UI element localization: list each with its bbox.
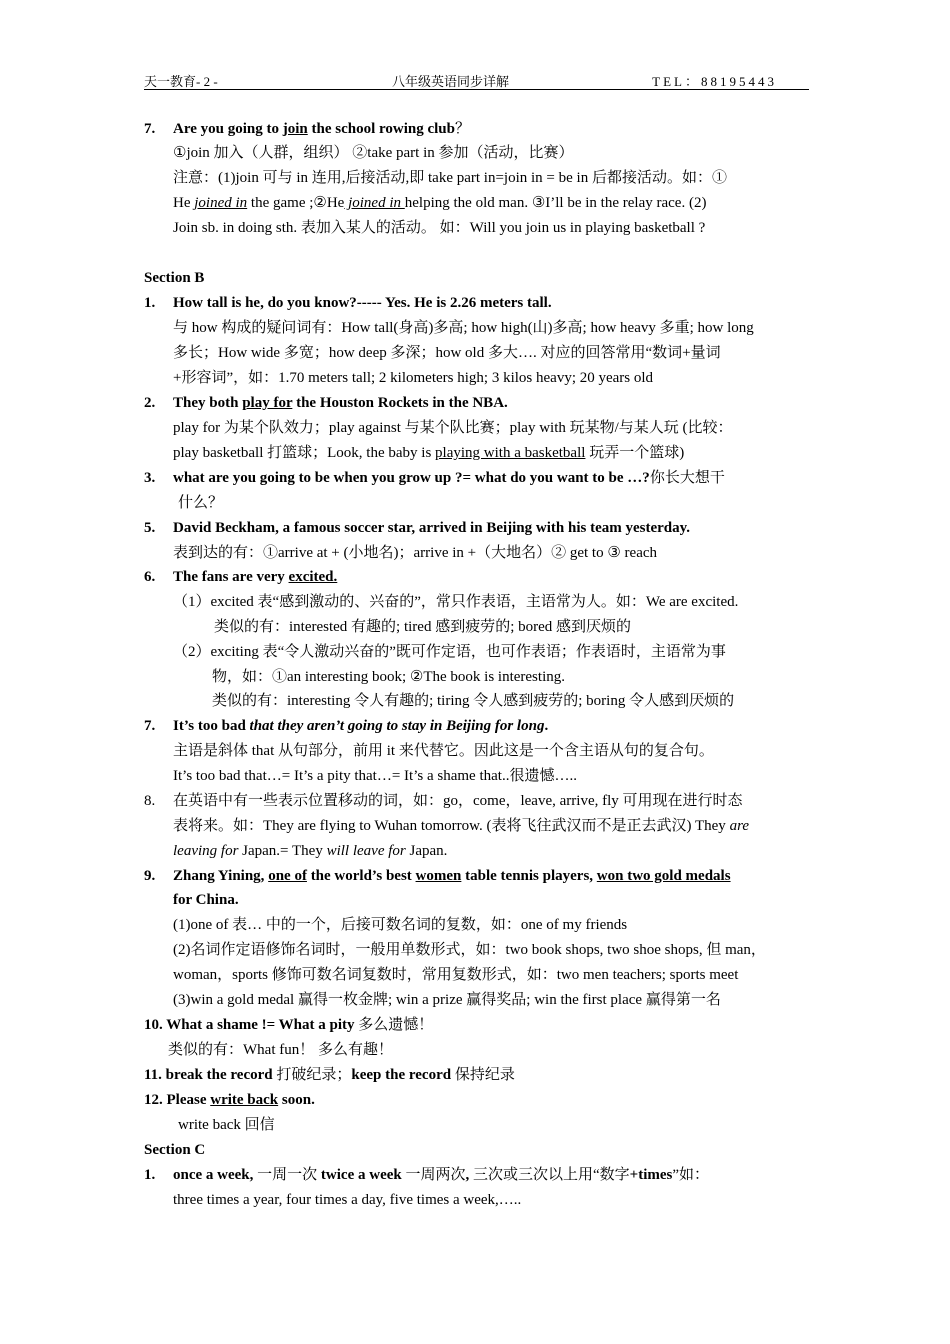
note-line: He joined in the game ;②He joined in helping the old man. ③I’ll be in the relay race. (2) [173, 195, 707, 211]
item-number: 2. [144, 395, 156, 411]
note-line: Join sb. in doing sth. 表加入某人的活动。 如：Will you join us in playing basketball ? [173, 220, 706, 236]
item-heading: It’s too bad that they aren’t going to stay in Beijing for long. [173, 718, 549, 734]
note-line: write back 回信 [178, 1117, 275, 1133]
item-heading: 11. break the record 打破纪录；keep the record 保持纪录 [144, 1067, 515, 1083]
item-heading: for China. [173, 892, 239, 908]
page-header [144, 71, 809, 90]
note-line: 注意：(1)join 可与 in 连用,后接活动,即 take part in=join in = be in 后都接活动。如：① [173, 170, 727, 186]
item-number: 7. [144, 121, 156, 137]
item-number: 9. [144, 868, 156, 884]
item-heading: Zhang Yining, one of the world’s best women table tennis players, won two gold medals [173, 868, 731, 884]
note-line: +形容词”，如：1.70 meters tall; 2 kilometers high; 3 kilos heavy; 20 years old [173, 370, 654, 386]
note-line: It’s too bad that…= It’s a pity that…= It’s a shame that..很遗憾….. [173, 768, 577, 784]
note-line: ①join 加入（人群，组织） ②take part in 参加（活动，比赛） [173, 145, 574, 161]
item-heading: They both play for the Houston Rockets in the NBA. [173, 395, 508, 411]
section-heading: Section B [144, 270, 205, 286]
item-number: 1. [144, 1167, 156, 1183]
note-line: 类似的有：interesting 令人有趣的; tiring 令人感到疲劳的; boring 令人感到厌烦的 [212, 693, 735, 709]
note-line: (3)win a gold medal 赢得一枚金牌; win a prize 赢得奖品; win the first place 赢得第一名 [173, 992, 721, 1008]
note-line: play for 为某个队效力；play against 与某个队比赛；play with 玩某物/与某人玩 (比较： [173, 420, 733, 436]
note-line: 在英语中有一些表示位置移动的词，如：go，come，leave, arrive, fly 可用现在进行时态 [173, 793, 743, 809]
note-line: （2）exciting 表“令人激动兴奋的”既可作定语，也可作表语；作表语时，主语常为事 [173, 644, 726, 660]
item-heading: what are you going to be when you grow up ?= what do you want to be …?你长大想干 [173, 470, 725, 486]
item-heading: 10. What a shame != What a pity 多么遗憾！ [144, 1017, 434, 1033]
note-line: （1）excited 表“感到激动的、兴奋的”，常只作表语，主语常为人。如：We are excited. [173, 594, 739, 610]
note-line: 表将来。如：They are flying to Wuhan tomorrow. (表将飞往武汉而不是正去武汉) They are [173, 818, 750, 834]
note-line: 类似的有：interested 有趣的; tired 感到疲劳的; bored 感到厌烦的 [214, 619, 632, 635]
note-line: 类似的有：What fun！ 多么有趣！ [168, 1042, 393, 1058]
item-number: 5. [144, 520, 156, 536]
note-line: 表到达的有：①arrive at + (小地名)；arrive in +（大地名）② get to ③ reach [173, 545, 658, 561]
item-number: 8. [144, 793, 156, 809]
note-line: woman，sports 修饰可数名词复数时，常用复数形式，如：two men teachers; sports meet [173, 967, 739, 983]
item-number: 1. [144, 295, 156, 311]
item-number: 7. [144, 718, 156, 734]
item-heading: Are you going to join the school rowing club？ [173, 121, 471, 137]
note-line: three times a year, four times a day, five times a week,….. [173, 1192, 522, 1208]
note-line: 什么？ [178, 495, 224, 511]
item-heading: once a week, 一周一次 twice a week 一周两次, 三次或三次以上用“数字+times”如： [173, 1167, 710, 1183]
note-line: (1)one of 表… 中的一个，后接可数名词的复数，如：one of my friends [173, 917, 628, 933]
note-line: play basketball 打篮球；Look, the baby is playing with a basketball 玩弄一个篮球) [173, 445, 685, 461]
note-line: leaving for Japan.= They will leave for Japan. [173, 843, 448, 859]
section-heading: Section C [144, 1142, 206, 1158]
item-heading: The fans are very excited. [173, 569, 338, 585]
note-line: 物，如：①an interesting book; ②The book is interesting. [212, 669, 565, 685]
item-number: 3. [144, 470, 156, 486]
note-line: 与 how 构成的疑问词有：How tall(身高)多高; how high(山)多高; how heavy 多重; how long [173, 320, 754, 336]
item-heading: How tall is he, do you know?----- Yes. He is 2.26 meters tall. [173, 295, 552, 311]
header-left: 天一教育- 2 - [144, 74, 218, 89]
note-line: 多长；How wide 多宽；how deep 多深；how old 多大…. 对应的回答常用“数词+量词 [173, 345, 721, 361]
header-phone: TEL：88195443 [652, 74, 777, 89]
item-heading: 12. Please write back soon. [144, 1092, 315, 1108]
header-title: 八年级英语同步详解 [392, 74, 510, 89]
note-line: (2)名词作定语修饰名词时，一般用单数形式，如：two book shops, two shoe shops, 但 man， [173, 942, 766, 958]
item-number: 6. [144, 569, 156, 585]
item-heading: David Beckham, a famous soccer star, arrived in Beijing with his team yesterday. [173, 520, 691, 536]
note-line: 主语是斜体 that 从句部分，前用 it 来代替它。因此这是一个含主语从句的复合句。 [173, 743, 714, 759]
